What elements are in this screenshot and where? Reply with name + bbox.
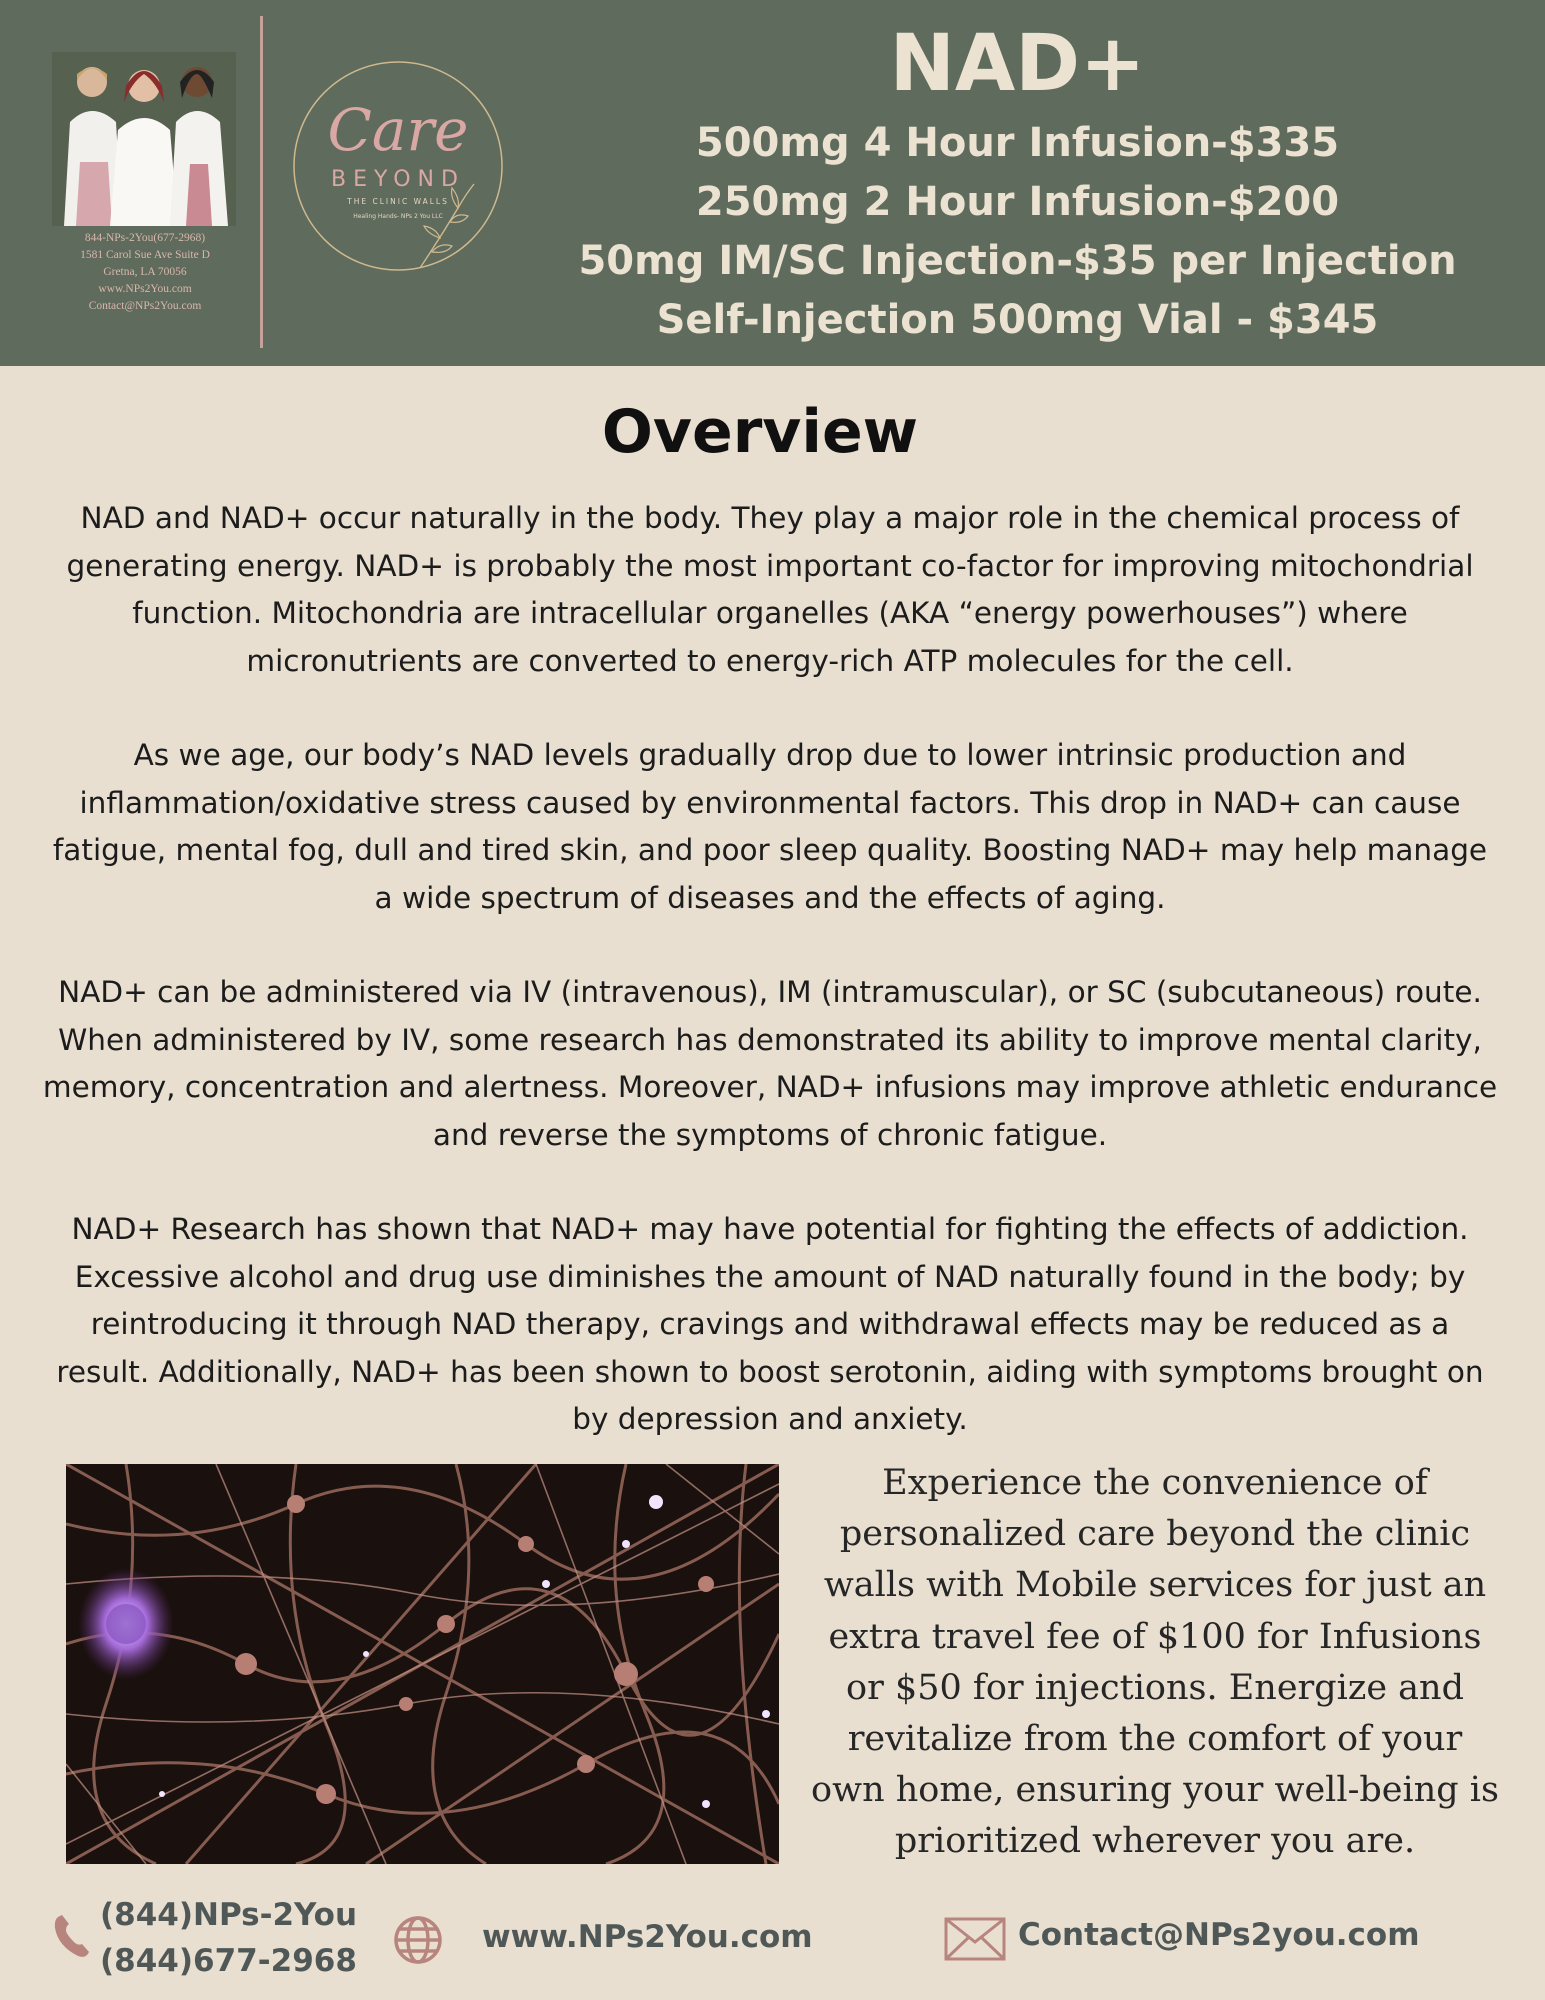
footer-website-link[interactable]: www.NPs2You.com: [482, 1919, 813, 1955]
overview-body: [40, 495, 1500, 1491]
mini-contact-address: 1581 Carol Sue Ave Suite D: [80, 249, 210, 261]
globe-icon: [392, 1914, 444, 1966]
price-line-3: 50mg IM/SC Injection-$35 per Injection: [578, 238, 1457, 284]
overview-paragraph-4: NAD+ Research has shown that NAD+ may have potential for fighting the effects of addiction. Excessive alcohol and drug use diminishes the amount of NAD naturally found in the body; by reintroducing it through NAD therapy, cravings and withdrawal effects may be reduced as a result. Additionally, NAD+ has been shown to boost serotonin, aiding with symptoms brought on by depression and anxiety.: [56, 1212, 1484, 1436]
mini-contact-phone: 844-NPs-2You(677-2968): [84, 232, 206, 244]
logo-tagline-text: Healing Hands- NPs 2 You LLC: [353, 213, 443, 220]
mini-contact-city: Gretna, LA 70056: [103, 266, 187, 278]
footer-phone-numbers[interactable]: [100, 1892, 357, 1984]
care-beyond-logo: [290, 58, 506, 274]
mini-contact-website: www.NPs2You.com: [98, 283, 192, 295]
header-divider: [260, 16, 263, 348]
title-block: [560, 14, 1475, 350]
price-line-4: Self-Injection 500mg Vial - $345: [656, 297, 1379, 343]
mobile-services-promo: Experience the convenience of personalized care beyond the clinic walls with Mobile services for just an extra travel fee of $100 for Infusions or $50 for injections. Energize and revitalize from the comfort of your own home, ensuring your well-being is prioritized wherever you are.: [811, 1463, 1499, 1862]
header-banner: [0, 0, 1545, 366]
staff-photo: [52, 52, 236, 226]
price-line-1: 500mg 4 Hour Infusion-$335: [695, 120, 1340, 166]
footer-email-link[interactable]: Contact@NPs2you.com: [1018, 1917, 1420, 1953]
overview-paragraph-3: NAD+ can be administered via IV (intravenous), IM (intramuscular), or SC (subcutaneous) route. When administered by IV, some research has demonstrated its ability to improve mental clarity, memory, concentration and alertness. Moreover, NAD+ infusions may improve athletic endurance and reverse the symptoms of chronic fatigue.: [42, 975, 1498, 1152]
overview-paragraph-2: As we age, our body’s NAD levels gradually drop due to lower intrinsic production and inflammation/oxidative stress caused by environmental factors. This drop in NAD+ can cause fatigue, mental fog, dull and tired skin, and poor sleep quality. Boosting NAD+ may help manage a wide spectrum of diseases and the effects of aging.: [52, 738, 1488, 915]
neuron-network-image: [66, 1464, 779, 1864]
footer-phone-vanity[interactable]: (844)NPs-2You: [100, 1897, 358, 1933]
footer-phone-numeric[interactable]: (844)677-2968: [100, 1943, 357, 1979]
logo-word-text: BEYOND: [331, 167, 465, 192]
overview-paragraph-1: NAD and NAD+ occur naturally in the body. They play a major role in the chemical process of generating energy. NAD+ is probably the most important co-factor for improving mitochondrial function. Mitochondria are intracellular organelles (AKA “energy powerhouses”) where micronutrients are converted to energy-rich ATP molecules for the cell.: [66, 501, 1474, 678]
mini-contact-email: Contact@NPs2You.com: [88, 300, 202, 312]
logo-sub-text: THE CLINIC WALLS: [347, 197, 449, 206]
overview-heading: Overview: [601, 397, 919, 467]
phone-icon: [52, 1912, 92, 1960]
mini-contact-block: [40, 230, 250, 315]
logo-script-text: Care: [327, 96, 469, 164]
price-line-2: 250mg 2 Hour Infusion-$200: [695, 179, 1340, 225]
mail-icon: [944, 1916, 1006, 1962]
page-title: NAD+: [889, 19, 1146, 109]
